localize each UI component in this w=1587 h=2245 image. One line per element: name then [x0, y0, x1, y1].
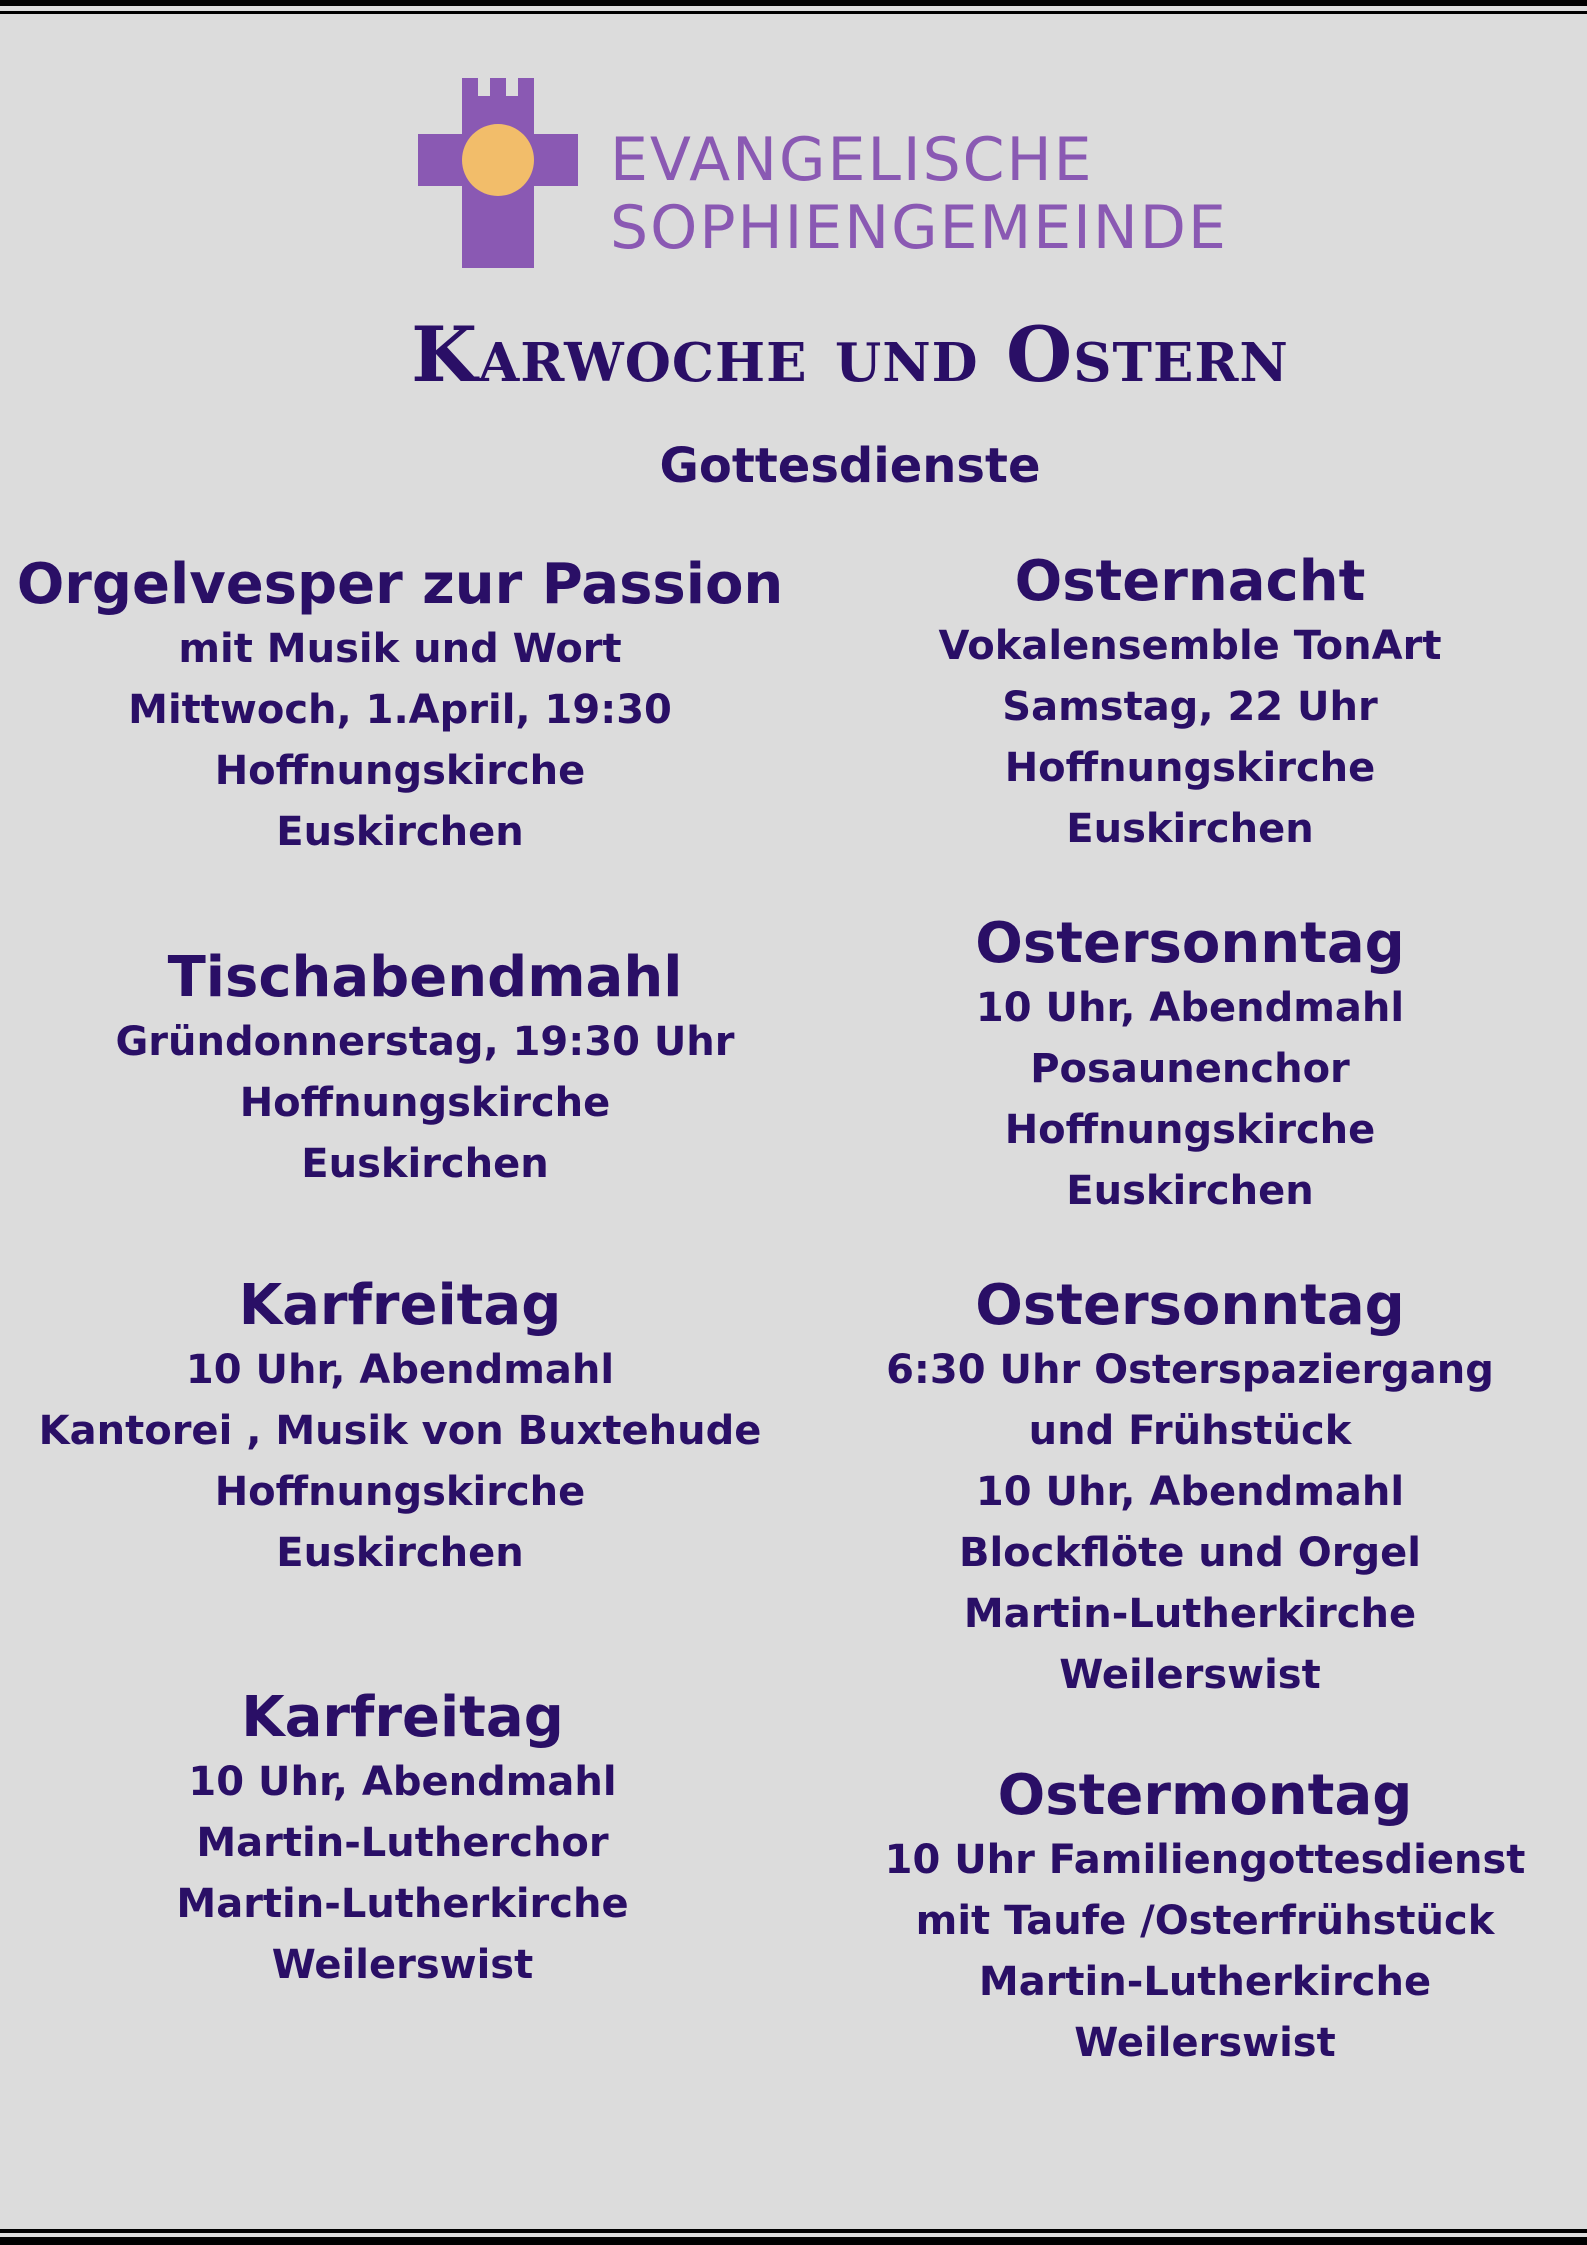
event-title: Ostermontag	[997, 1763, 1413, 1828]
event-time: 10 Uhr, Abendmahl	[185, 1347, 615, 1393]
event-location: Hoffnungskirche	[239, 1080, 611, 1126]
event-title: Karfreitag	[238, 1273, 562, 1338]
event-city: Euskirchen	[301, 1141, 549, 1187]
event-card-right-4	[805, 1762, 1587, 2074]
event-location: Hoffnungskirche	[214, 748, 586, 794]
event-detail: und Frühstück	[1028, 1408, 1352, 1454]
event-card-right-2	[790, 910, 1587, 1222]
event-title: Tischabendmahl	[167, 945, 683, 1010]
top-border-thin	[0, 11, 1587, 14]
event-time: 10 Uhr, Abendmahl	[188, 1759, 617, 1805]
event-time: 10 Uhr, Abendmahl	[975, 1469, 1405, 1515]
church-logo	[418, 78, 1278, 268]
event-title: Karfreitag	[241, 1685, 564, 1750]
event-title: Ostersonntag	[975, 1273, 1405, 1338]
event-location: Martin-Lutherkirche	[176, 1881, 629, 1927]
bottom-border-thick	[0, 2237, 1587, 2245]
event-detail: Vokalensemble TonArt	[938, 623, 1442, 669]
logo-line-1: EVANGELISCHE	[610, 125, 1094, 195]
event-detail: mit Taufe /Osterfrühstück	[915, 1898, 1495, 1944]
event-location: Martin-Lutherkirche	[978, 1959, 1432, 2005]
event-detail: Martin-Lutherchor	[196, 1820, 609, 1866]
event-city: Euskirchen	[276, 809, 524, 855]
event-date: Gründonnerstag, 19:30 Uhr	[115, 1019, 735, 1065]
event-time: 6:30 Uhr Osterspaziergang	[886, 1347, 1494, 1393]
logo-wordmark	[610, 126, 1228, 262]
page-subtitle: Gottesdienste	[659, 438, 1041, 494]
event-time: 10 Uhr, Abendmahl	[975, 985, 1405, 1031]
event-card-right-3	[790, 1272, 1587, 1706]
bottom-border-thin	[0, 2229, 1587, 2233]
event-detail: Posaunenchor	[1030, 1046, 1350, 1092]
event-card-left-1	[0, 551, 800, 863]
event-date: Mittwoch, 1.April, 19:30	[128, 687, 672, 733]
top-border-thick	[0, 0, 1587, 6]
event-city: Euskirchen	[1066, 806, 1314, 852]
tower-cross-sun-icon	[418, 78, 578, 268]
event-card-left-4	[0, 1684, 805, 1996]
page-title: Karwoche und Ostern	[411, 310, 1289, 399]
event-city: Weilerswist	[271, 1942, 534, 1988]
event-title: Osternacht	[1014, 549, 1366, 614]
event-detail: Blockflöte und Orgel	[958, 1530, 1421, 1576]
event-city: Weilerswist	[1074, 2020, 1336, 2066]
event-title: Ostersonntag	[975, 911, 1405, 976]
event-city: Euskirchen	[1066, 1168, 1314, 1214]
event-card-left-2	[25, 944, 825, 1195]
event-location: Martin-Lutherkirche	[963, 1591, 1417, 1637]
event-detail: mit Musik und Wort	[178, 626, 622, 672]
event-location: Hoffnungskirche	[214, 1469, 586, 1515]
event-city: Weilerswist	[1059, 1652, 1321, 1698]
event-card-right-1	[790, 548, 1587, 860]
event-title: Orgelvesper zur Passion	[16, 552, 784, 617]
logo-line-2: SOPHIENGEMEINDE	[610, 193, 1228, 263]
event-location: Hoffnungskirche	[1004, 1107, 1376, 1153]
event-card-left-3	[0, 1272, 800, 1584]
event-city: Euskirchen	[276, 1530, 524, 1576]
event-time: 10 Uhr Familiengottesdienst	[884, 1837, 1526, 1883]
event-detail: Kantorei , Musik von Buxtehude	[38, 1408, 762, 1454]
event-date: Samstag, 22 Uhr	[1002, 684, 1378, 730]
event-location: Hoffnungskirche	[1004, 745, 1376, 791]
